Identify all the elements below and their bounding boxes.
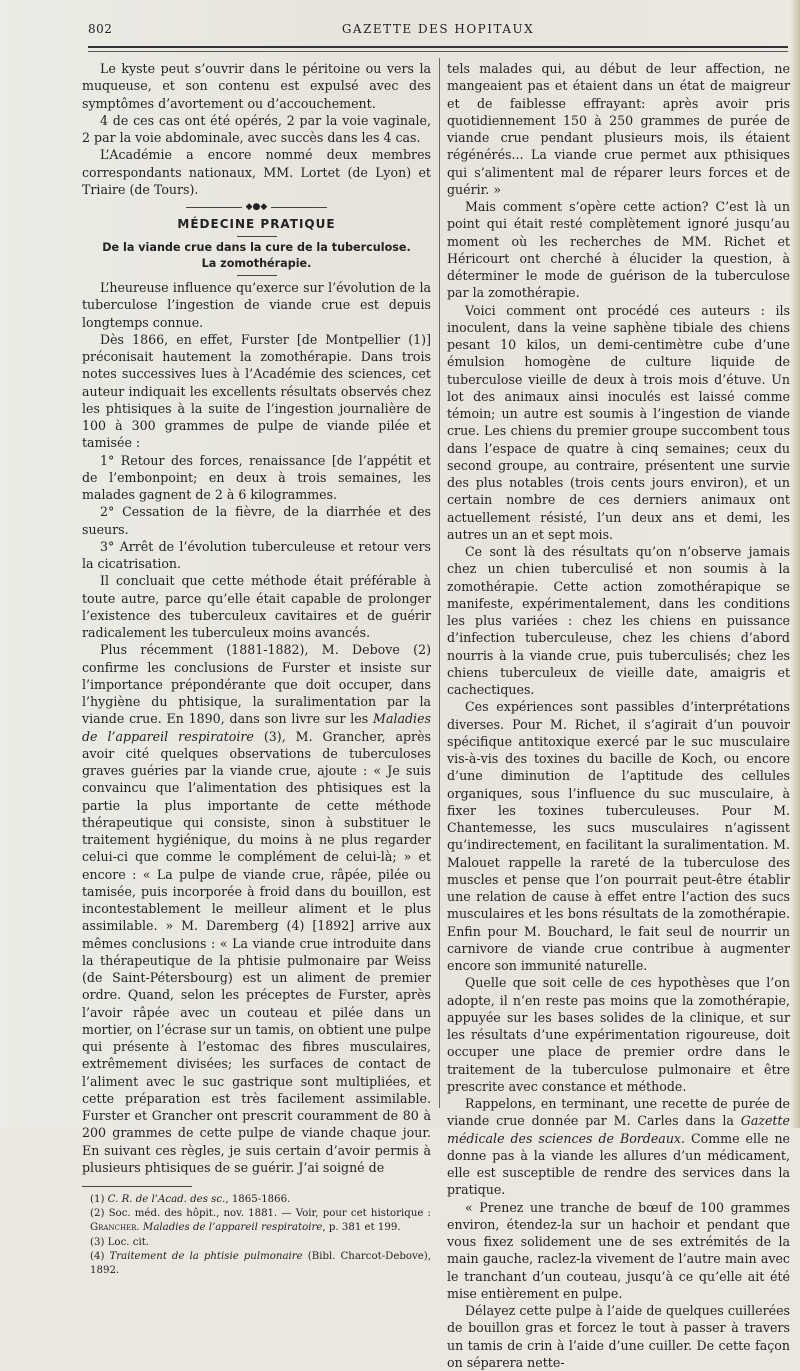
- ornament-icon: ◆●◆: [245, 201, 268, 212]
- journal-title: GAZETTE DES HOPITAUX: [341, 22, 535, 36]
- paragraph: Ces expériences sont passibles d’interprétations diverses. Pour M. Richet, il s’agirait d’un pouvoir spécifique antitoxique exercé par le suc musculaire vis-à-vis des toxines du bacille de Koch, ou encore d’une diminution de l’aptitude des cellules organiques, sous l’influence du suc musculaire, à fixer les toxines tuberculeuses. Pour M. Chantemesse, les sucs musculaires n’agissent qu’indirectement, en facilitant la suralimentation. M. Malouet rappelle la rareté de la tuberculose des muscles et pense que l’on pourrait peut-être établir une relation de cause à effet entre l’action des sucs musculaires et les bons résultats de la zomothérapie. Enfin pour M. Bouchard, le fait seul de nourrir un carnivore de viande crue contribue à augmenter encore son immunité naturelle.: [447, 699, 790, 973]
- header-rule-thick: [88, 46, 788, 48]
- title-rule: [237, 275, 277, 276]
- page-edge-shadow: [790, 0, 800, 1128]
- paragraph: Ce sont là des résultats qu’on n’observe jamais chez un chien tuberculisé et non soumis à la zomothérapie. Cette action zomothérapique se manifeste, expérimentalement, dans les conditions les plus variées : chez les chiens en puissance d’infection tuberculeuse, chez les chiens d’abord nourris à la viande crue, puis tuberculisés; chez les chiens tuberculeux de vieille date, amaigris et cachectiques.: [447, 544, 790, 697]
- paragraph: Dès 1866, en effet, Furster [de Montpellier (1)] préconisait hautement la zomothérapie. Dans trois notes successives lues à l’Académie des sciences, cet auteur indiquait les excellents résultats observés chez les phtisiques à la suite de l’ingestion journalière de 100 à 300 grammes de pulpe de viande pilée et tamisée :: [82, 331, 431, 451]
- paragraph: 1° Retour des forces, renaissance [de l’appétit et de l’embonpoint; en deux à trois semaines, les malades gagnent de 2 à 6 kilogrammes.: [82, 452, 431, 502]
- footnotes: [82, 1193, 431, 1278]
- left-column: [82, 60, 431, 1278]
- paragraph: Plus récemment (1881-1882), M. Debove (2) confirme les conclusions de Furster et insiste sur l’importance prépondérante que doit occuper, dans l’hygiène du phtisique, la suralimentation par la viande crue. En 1890, dans son livre sur les Maladies de l’appareil respiratoire (3), M. Grancher, après avoir cité quelques observations de tuberculoses graves guéries par la viande crue, ajoute : « Je suis convaincu que l’alimentation des phtisiques est la partie la plus importante de cette méthode thérapeutique qui consiste, sinon à substituer le traitement hygiénique, du moins à ne plus regarder celui-ci que comme le complément de celui-là; » et encore : « La pulpe de viande crue, râpée, pilée ou tamisée, puis incorporée à froid dans du bouillon, est incontestablement le meilleur aliment et le plus assimilable. » M. Daremberg (4) [1892] arrive aux mêmes conclusions : « La viande crue introduite dans la thérapeutique de la phtisie pulmonaire par Weiss (de Saint-Pétersbourg) est un aliment de premier ordre. Quand, selon les préceptes de Furster, après l’avoir râpée avec un couteau et pilée dans un mortier, on l’écrase sur un tamis, on obtient une pulpe qui présente à l’estomac des fibres musculaires, extrêmement divisées; les surfaces de contact de l’aliment avec le suc gastrique sont multipliées, et cette préparation est très facilement assimilable. Furster et Grancher ont prescrit couramment de 80 à 200 grammes de cette pulpe de viande chaque jour. En suivant ces règles, je suis certain d’avoir permis à plusieurs phtisiques de se guérir. J’ai soigné de: [82, 642, 431, 1175]
- title-rule: [237, 236, 277, 237]
- paragraph: « Prenez une tranche de bœuf de 100 grammes environ, étendez-la sur un hachoir et pendant que vous fixez solidement une de ses extrémités de la main gauche, raclez-la vivement de l’autre main avec le tranchant d’un couteau, jusqu’à ce qu’elle ait été mise entièrement en pulpe.: [447, 1199, 790, 1301]
- column-divider: [439, 58, 440, 1108]
- paragraph: L’Académie a encore nommé deux membres correspondants nationaux, MM. Lortet (de Lyon) et Triaire (de Tours).: [82, 147, 431, 197]
- paragraph: Mais comment s’opère cette action? C’est là un point qui était resté complètement ignoré jusqu’au moment où les recherches de MM. Richet et Héricourt ont cherché à élucider la question, à déterminer le mode de guérison de la tuberculose par la zomothérapie.: [447, 199, 790, 301]
- footnote: (3) Loc. cit.: [90, 1236, 150, 1248]
- paragraph: L’heureuse influence qu’exerce sur l’évolution de la tuberculose l’ingestion de viande crue est depuis longtemps connue.: [82, 280, 431, 330]
- paragraph: Délayez cette pulpe à l’aide de quelques cuillerées de bouillon gras et forcez le tout à passer à travers un tamis de crin à l’aide d’une cuiller. De cette façon on séparera nette-: [447, 1303, 790, 1370]
- footnote: (4) Traitement de la phtisie pulmonaire (Bibl. Charcot-Debove), 1892.: [90, 1250, 431, 1277]
- paragraph: Voici comment ont procédé ces auteurs : ils inoculent, dans la veine saphène tibiale des chiens pesant 10 kilos, un demi-centimètre cube d’une émulsion homogène de culture liquide de tuberculose vieille de deux à trois mois d’étuve. Un lot des animaux ainsi inoculés est laissé comme témoin; un autre est soumis à l’ingestion de viande crue. Les chiens du premier groupe succombent tous dans l’espace de quatre à cinq semaines; ceux du second groupe, au contraire, présentent une survie des plus notables (trois cents jours environ), et un certain nombre de ces derniers animaux ont actuellement résisté, l’un deux ans et demi, les autres un an et sept mois.: [447, 302, 790, 542]
- paragraph: Rappelons, en terminant, une recette de purée de viande crue donnée par M. Carles dans la Gazette médicale des sciences de Bordeaux. Comme elle ne donne pas à la viande les allures d’un médicament, elle est susceptible de rendre des services dans la pratique.: [447, 1096, 791, 1198]
- paragraph: Quelle que soit celle de ces hypothèses que l’on adopte, il n’en reste pas moins que la zomothérapie, appuyée sur les bases solides de la clinique, et sur les résultats d’une expérimentation rigoureuse, doit occuper une place de premier ordre dans le traitement de la tuberculose pulmonaire et être prescrite avec constance et méthode.: [447, 975, 790, 1094]
- footnote: (2) Soc. méd. des hôpit., nov. 1881. — Voir, pour cet historique : Grancher. Maladies de l’appareil respiratoire, p. 381 et 199.: [90, 1208, 431, 1234]
- article-title: De la viande crue dans la cure de la tuberculose. La zomothérapie.: [102, 241, 411, 270]
- paragraph: Il concluait que cette méthode était préférable à toute autre, parce qu’elle était capable de prolonger l’existence des tuberculeux cavitaires et de guérir radicalement les tuberculeux moins avancés.: [82, 573, 431, 640]
- paragraph: Le kyste peut s’ouvrir dans le péritoine ou vers la muqueuse, et son contenu est expulsé avec des symptômes d’avortement ou d’accouchement.: [82, 61, 431, 111]
- page-header: [88, 20, 788, 40]
- section-title: MÉDECINE PRATIQUE: [177, 217, 336, 231]
- footnote: (1) C. R. de l’Acad. des sc., 1865-1866.: [90, 1194, 291, 1205]
- paragraph: 3° Arrêt de l’évolution tuberculeuse et retour vers la cicatrisation.: [82, 538, 431, 571]
- paragraph: 2° Cessation de la fièvre, de la diarrhée et des sueurs.: [82, 504, 431, 537]
- paragraph: tels malades qui, au début de leur affection, ne mangeaient pas et étaient dans un état de maigreur et de faiblesse effrayant: après avoir pris quotidiennement 150 à 250 grammes de purée de viande crue pendant plusieurs mois, ils étaient régénérés... La viande crue permet aux pthisiques qui s’alimentent mal de réparer leurs forces et de guérir. »: [447, 61, 790, 197]
- right-column: [447, 60, 790, 1371]
- section-separator: [82, 200, 431, 214]
- page-number: 802: [88, 22, 113, 36]
- footnote-rule: [82, 1186, 192, 1187]
- paragraph: 4 de ces cas ont été opérés, 2 par la voie vaginale, 2 par la voie abdominale, avec succès dans les 4 cas.: [82, 112, 431, 145]
- header-rule-thin: [88, 51, 788, 52]
